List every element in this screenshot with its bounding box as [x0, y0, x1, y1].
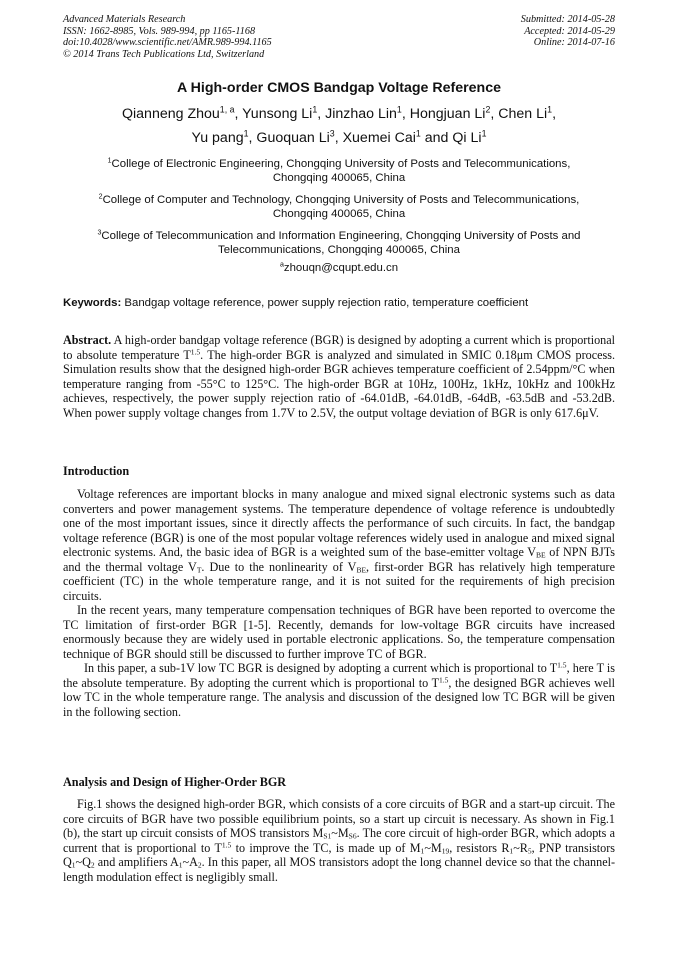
keywords-label: Keywords:	[63, 297, 122, 309]
author-separator: ,	[317, 106, 326, 122]
section-heading-analysis: Analysis and Design of Higher-Order BGR	[63, 775, 287, 789]
affiliation-text: College of Computer and Technology, Chongqing University of Posts and Telecommunications,	[102, 194, 580, 206]
keywords-text: Bandgap voltage reference, power supply rejection ratio, temperature coefficient	[121, 297, 529, 309]
author-separator: ,	[248, 130, 257, 146]
subscript: 1	[71, 860, 76, 870]
author-affil-mark: 1	[243, 128, 249, 139]
affiliation-mark: 2	[98, 193, 103, 201]
affiliation-2	[63, 193, 615, 222]
affiliation-text: Chongqing 400065, China	[272, 172, 406, 185]
author-name: Guoquan Li	[256, 130, 330, 146]
submitted-date: Submitted: 2014-05-28	[520, 14, 615, 25]
author-separator: ,	[552, 106, 557, 122]
affiliation-text: Telecommunications, Chongqing 400065, China	[218, 244, 460, 257]
text-run: . In this paper, all MOS transistors adopt the long channel device so that the channel-length modulation effect is negligibly small.	[63, 855, 616, 884]
text-run: ~M	[331, 826, 349, 840]
text-run: ~R	[513, 840, 528, 855]
subscript: 1	[420, 845, 425, 855]
author-name: Yu pang	[191, 130, 244, 146]
email-address[interactable]: zhouqn@cqupt.edu.cn	[283, 262, 399, 274]
subscript: 2	[90, 860, 95, 870]
author-affil-mark: 1	[547, 104, 553, 115]
author-separator: ,	[490, 106, 499, 122]
doi-line: doi:10.4028/www.scientific.net/AMR.989-994.1165	[63, 37, 272, 49]
text-run: Fig.1 shows the designed high-order BGR, which consists of a core circuits of BGR and a start-up circuit. The core circuits of BGR have two possible equilibrium points, so a start up circuit is necessary. As shown in Fig.1 (b), the start up circuit consists of MOS transistors M	[63, 797, 615, 840]
author-separator: ,	[234, 106, 243, 122]
exponent: 1.5	[557, 660, 567, 670]
text-run: , first-order BGR has relatively high temperature coefficient (TC) in the whole temperature range, and it is not suited for the requirements of high precision circuits.	[63, 559, 615, 603]
text-run: , here T is the absolute temperature. By adopting the current which is proportional to T	[63, 661, 616, 690]
author-affil-mark: 1	[415, 128, 421, 139]
author-affil-mark: 2	[485, 104, 491, 115]
affiliation-3	[63, 229, 615, 258]
author-separator: ,	[334, 130, 343, 146]
affiliation-1	[63, 157, 615, 186]
online-date: Online: 2014-07-16	[533, 37, 615, 49]
text-run: of NPN BJTs and the thermal voltage V	[63, 545, 616, 574]
text-run: , resistors R	[449, 840, 510, 855]
abstract	[63, 333, 615, 420]
text-run: , PNP transistors Q	[63, 840, 616, 869]
section-heading-introduction: Introduction	[63, 464, 130, 478]
journal-info	[63, 14, 272, 60]
subscript: S1	[323, 831, 332, 841]
text-run: In this paper, a sub-1V low TC BGR is designed by adopting a current which is proportional to T	[84, 661, 558, 675]
abstract-text: . The high-order BGR is analyzed and simulated in SMIC 0.18μm CMOS process. Simulation results show that the designed high-order BGR achieves temperature coefficient of 2.54ppm/°C when temperature ranging from -55°C to 125°C. The high-order BGR at 10Hz, 100Hz, 1kHz, 10kHz and 100kHz achieves, respectively, the power supply rejection ratio of -64.01dB, -64.01dB, -64dB, -63.5dB and -53.2dB. When power supply voltage changes from 1.7V to 2.5V, the output voltage deviation of BGR is only 617.6μV.	[63, 347, 615, 420]
author-name: Jinzhao Lin	[325, 106, 397, 122]
exponent: 1.5	[221, 839, 232, 849]
text-run: and amplifiers A	[94, 855, 179, 869]
author-name: Qianneng Zhou	[121, 106, 220, 122]
analysis-body	[63, 797, 615, 884]
author-separator: and	[420, 130, 453, 146]
author-list	[63, 102, 615, 150]
subscript: S6	[348, 831, 357, 841]
affiliation-text: Chongqing 400065, China	[272, 208, 406, 221]
author-affil-mark: 1	[312, 104, 318, 115]
subscript: 19	[441, 845, 450, 855]
submission-dates	[521, 14, 615, 49]
introduction-body	[63, 487, 615, 719]
author-name: Hongjuan Li	[409, 106, 486, 122]
author-name: Qi Li	[452, 130, 482, 146]
corresponding-email	[0, 262, 678, 274]
affiliation-text: College of Electronic Engineering, Chongqing University of Posts and Telecommunications,	[111, 158, 571, 170]
copyright-line: © 2014 Trans Tech Publications Ltd, Switzerland	[63, 48, 265, 60]
author-affil-mark: 1	[481, 128, 487, 139]
author-affil-mark: 1	[396, 104, 402, 115]
paper-title: A High-order CMOS Bandgap Voltage Reference	[177, 80, 501, 96]
text-run: . Due to the nonlinearity of V	[201, 559, 357, 574]
author-affil-mark: 1, a	[219, 104, 235, 115]
subscript: 1	[178, 860, 183, 870]
subscript: 5	[527, 845, 532, 855]
author-name: Chen Li	[498, 106, 548, 122]
author-separator: ,	[401, 106, 410, 122]
paragraph	[63, 487, 615, 603]
keywords-line	[63, 297, 615, 309]
subscript: T	[196, 564, 202, 574]
issn-line: ISSN: 1662-8985, Vols. 989-994, pp 1165-1168	[63, 25, 256, 37]
abstract-label: Abstract.	[63, 333, 112, 347]
subscript: BE	[356, 564, 367, 574]
text-run: ~A	[182, 855, 198, 869]
exponent: 1.5	[190, 346, 201, 356]
exponent: 1.5	[439, 674, 449, 684]
author-name: Yunsong Li	[242, 106, 313, 122]
text-run: , the designed BGR achieves well low TC in the whole temperature range. The analysis and discussion of the designed low TC BGR will be given in the following section.	[63, 675, 615, 719]
text-run: . The core circuit of high-order BGR, which adopts a current that is proportional to T	[63, 826, 615, 855]
paragraph	[63, 797, 615, 884]
accepted-date: Accepted: 2014-05-29	[524, 25, 615, 37]
text-run: Voltage references are important blocks in many analogue and mixed signal electronic systems such as data converters and power management systems. The temperature dependence of voltage reference is undoubtedly one of the most important issues, since it directly affects the performance of such circuits. In fact, the bandgap voltage reference (BGR) is one of the most popular voltage references widely used in analogue and mixed signal electronic systems. And, the basic idea of BGR is a weighted sum of the base-emitter voltage V	[63, 487, 615, 559]
text-run: to improve the TC, is made up of M	[231, 840, 421, 855]
paragraph	[63, 661, 615, 719]
author-name: Xuemei Cai	[342, 130, 416, 146]
subscript: 2	[197, 860, 202, 870]
text-run: ~M	[424, 840, 442, 855]
affiliation-text: College of Telecommunication and Information Engineering, Chongqing University of Posts and	[101, 230, 581, 242]
text-run: ~Q	[75, 855, 91, 869]
affiliation-mark: 1	[107, 157, 112, 165]
journal-name: Advanced Materials Research	[63, 14, 186, 25]
author-affil-mark: 3	[329, 128, 335, 139]
subscript: BE	[536, 550, 546, 560]
paragraph: In the recent years, many temperature compensation techniques of BGR have been reported to overcome the TC limitation of first-order BGR [1-5]. Recently, demands for low-voltage BGR circuits have increased enormously because they are widely used in portable electronic applications. So, the temperature compensation technique of BGR should still be discussed to further improve TC of BGR.	[63, 603, 615, 661]
abstract-text: A high-order bandgap voltage reference (BGR) is designed by adopting a current which is proportional to absolute temperature T	[63, 333, 615, 362]
affiliation-mark: 3	[97, 229, 102, 237]
email-mark: a	[279, 261, 284, 269]
subscript: 1	[509, 845, 514, 855]
